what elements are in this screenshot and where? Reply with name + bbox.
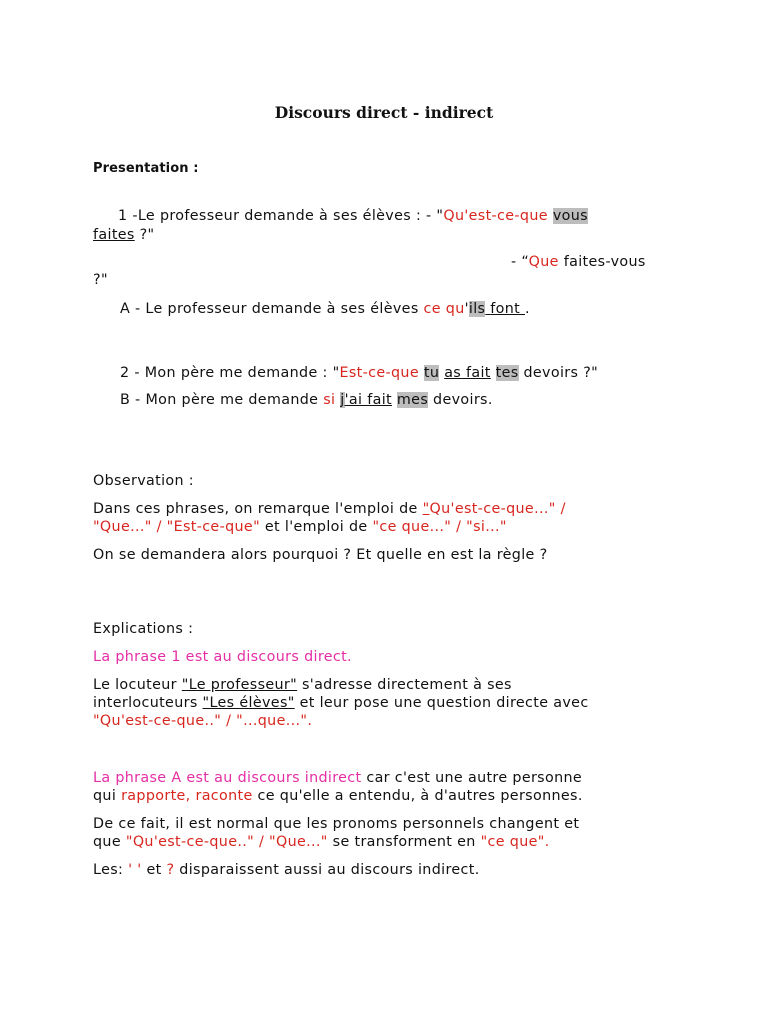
- example-2-end: devoirs ?": [518, 365, 599, 381]
- listener-term: "Les élèves": [202, 695, 295, 711]
- text: Les:: [93, 862, 129, 878]
- observation-text: Dans ces phrases, on remarque l'emploi de: [93, 501, 423, 517]
- observation-line-3: On se demandera alors pourquoi ? Et quelle en est la règle ?: [93, 547, 548, 563]
- quote-marks-symbol: ' ': [128, 862, 142, 878]
- example-b-conjunction-si: si: [323, 392, 336, 408]
- question-terms: "Qu'est-ce-que.." / "Que...": [125, 834, 328, 850]
- example-1-line-1: [118, 207, 588, 225]
- example-b-pronoun-j: j: [340, 392, 345, 408]
- example-1-number: 1 -: [118, 208, 138, 224]
- explications-para-3-line-1: De ce fait, il est normal que les pronoms personnels changent et: [93, 816, 580, 832]
- text: ce qu'elle a entendu, à d'autres personnes.: [252, 788, 583, 804]
- text: interlocuteurs: [93, 695, 203, 711]
- explications-para-4: [93, 861, 480, 879]
- example-a-line: [120, 300, 530, 318]
- text: se transforment en: [327, 834, 481, 850]
- example-1-pronoun-vous: vous: [552, 208, 588, 224]
- observation-line-1: [93, 500, 566, 518]
- explications-heading: Explications :: [93, 621, 194, 637]
- speaker-term: "Le professeur": [181, 677, 298, 693]
- text: s'adresse directement à ses: [297, 677, 512, 693]
- example-b-end: devoirs.: [428, 392, 493, 408]
- example-1-alt-question-word: Que: [528, 254, 559, 270]
- example-1-question-word: Qu'est-ce-que: [443, 208, 548, 224]
- text: et leur pose une question directe avec: [294, 695, 589, 711]
- explications-para-1-line-3: "Qu'est-ce-que.." / "...que...".: [93, 713, 313, 729]
- explications-para-1-line-2: [93, 694, 589, 712]
- example-1-alt-line: [511, 253, 646, 271]
- example-a-verb-font: font: [490, 301, 526, 317]
- observation-quote-mark: ": [422, 501, 430, 517]
- example-1-alt-lead: - “: [511, 254, 529, 270]
- example-1-alt-rest: faites-vous: [558, 254, 646, 270]
- observation-term: Qu'est-ce-que..." /: [429, 501, 566, 517]
- space: [491, 365, 496, 381]
- text: Le locuteur: [93, 677, 182, 693]
- example-1-end: ?": [134, 227, 155, 243]
- explications-para-2-line-2: [93, 787, 583, 805]
- replacement-term: "ce que".: [480, 834, 550, 850]
- question-mark-symbol: ?: [166, 862, 175, 878]
- example-a-end: .: [525, 301, 530, 317]
- example-1-lead: Le professeur demande à ses élèves : - ": [137, 208, 444, 224]
- text: disparaissent aussi au discours indirect.: [174, 862, 480, 878]
- observation-line-2: [93, 518, 507, 536]
- observation-term: "ce que..." / "si...": [372, 519, 507, 535]
- example-a-pronoun-ils: ils: [468, 301, 486, 317]
- example-2-possessive-tes: tes: [495, 365, 519, 381]
- example-2-lead: 2 - Mon père me demande : ": [120, 365, 340, 381]
- example-2-question-word: Est-ce-que: [339, 365, 419, 381]
- example-2-line: [120, 364, 598, 382]
- indirect-statement: La phrase A est au discours indirect: [93, 770, 362, 786]
- example-a-conjunction: ce qu: [423, 301, 465, 317]
- example-2-pronoun-tu: tu: [423, 365, 440, 381]
- example-1-verb-faites: faites: [93, 227, 135, 243]
- text: car c'est une autre personne: [361, 770, 583, 786]
- explications-para-3-line-2: [93, 833, 550, 851]
- presentation-heading: Presentation :: [93, 161, 199, 176]
- observation-heading: Observation :: [93, 473, 194, 489]
- observation-text: et l'emploi de: [260, 519, 373, 535]
- text: qui: [93, 788, 122, 804]
- text: et: [141, 862, 167, 878]
- example-b-lead: B - Mon père me demande: [120, 392, 324, 408]
- example-b-verb-ai-fait: 'ai fait: [344, 392, 392, 408]
- reporting-verbs: rapporte, raconte: [121, 788, 253, 804]
- explications-para-2-line-1: [93, 769, 582, 787]
- document-title: Discours direct - indirect: [274, 103, 494, 122]
- example-b-line: [120, 391, 493, 409]
- example-b-possessive-mes: mes: [396, 392, 429, 408]
- text: que: [93, 834, 126, 850]
- example-a-lead: A - Le professeur demande à ses élèves: [120, 301, 424, 317]
- explications-direct-statement: La phrase 1 est au discours direct.: [93, 649, 352, 665]
- example-a-apostrophe: ': [464, 301, 469, 317]
- observation-term: "Que..." / "Est-ce-que": [93, 519, 260, 535]
- example-2-verb-as-fait: as fait: [444, 365, 491, 381]
- explications-para-1-line-1: [93, 676, 512, 694]
- example-1-alt-end: ?": [93, 272, 108, 288]
- example-1-line-2: [93, 226, 154, 244]
